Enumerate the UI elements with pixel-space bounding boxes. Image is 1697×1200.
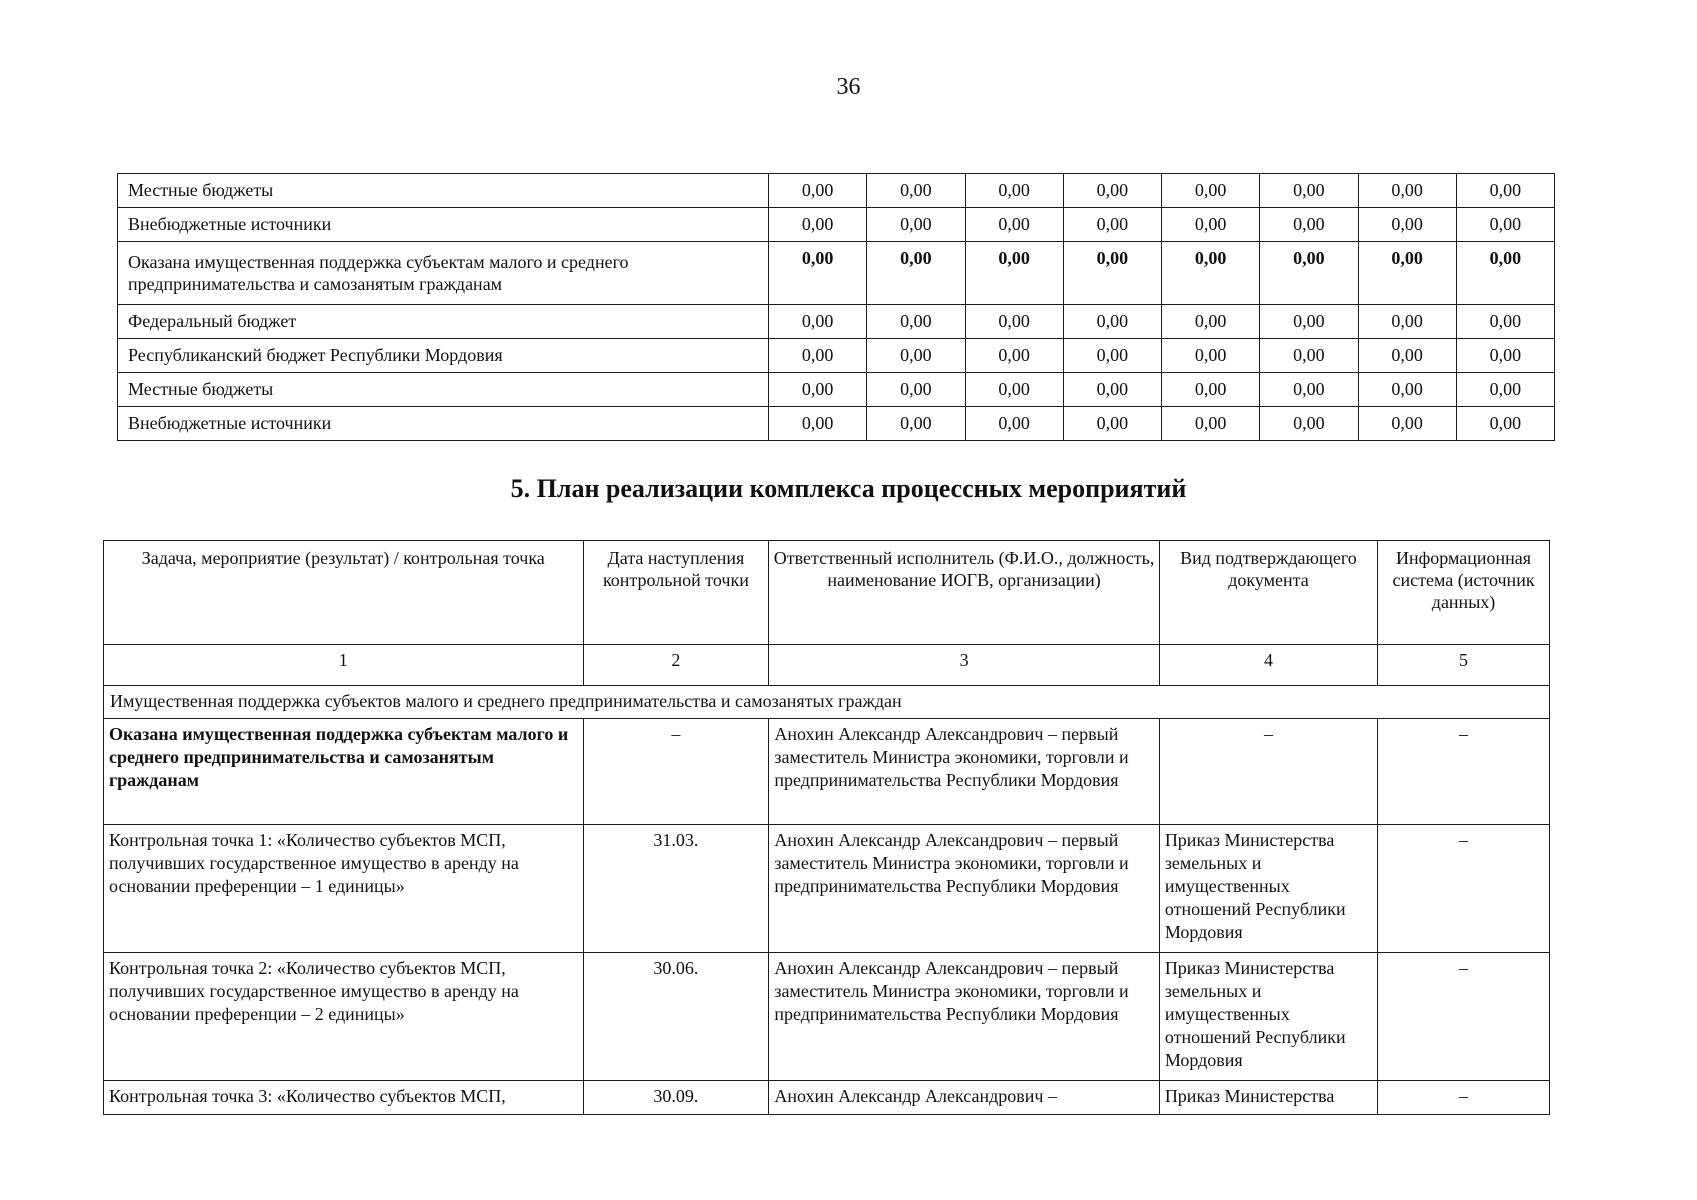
plan-row <box>104 1081 1550 1115</box>
plan-row <box>104 719 1550 825</box>
system-cell: – <box>1378 1081 1550 1115</box>
funding-row-total <box>118 242 1555 305</box>
funding-row <box>118 373 1555 407</box>
header-system: Информационная система (источник данных) <box>1378 541 1550 645</box>
column-number: 5 <box>1378 645 1550 686</box>
funding-value: 0,00 <box>769 242 867 305</box>
funding-row-label: Местные бюджеты <box>118 174 769 208</box>
task-cell: Контрольная точка 2: «Количество субъектов МСП, получивших государственное имущество в аренду на основании преференции – 2 единицы» <box>104 953 584 1081</box>
responsible-cell: Анохин Александр Александрович – первый заместитель Министра экономики, торговли и предпринимательства Республики Мордовия <box>769 825 1159 953</box>
funding-value: 0,00 <box>965 407 1063 441</box>
funding-value: 0,00 <box>769 407 867 441</box>
funding-value: 0,00 <box>769 373 867 407</box>
system-cell: – <box>1378 719 1550 825</box>
funding-row <box>118 339 1555 373</box>
funding-value: 0,00 <box>1456 407 1554 441</box>
responsible-cell: Анохин Александр Александрович – первый заместитель Министра экономики, торговли и предпринимательства Республики Мордовия <box>769 719 1159 825</box>
plan-header-row <box>104 541 1550 645</box>
plan-row <box>104 953 1550 1081</box>
funding-value: 0,00 <box>1358 373 1456 407</box>
header-responsible: Ответственный исполнитель (Ф.И.О., должность, наименование ИОГВ, организации) <box>769 541 1159 645</box>
funding-value: 0,00 <box>769 305 867 339</box>
funding-value: 0,00 <box>1260 339 1358 373</box>
group-title: Имущественная поддержка субъектов малого и среднего предпринимательства и самозанятых граждан <box>104 686 1550 719</box>
funding-value: 0,00 <box>1162 174 1260 208</box>
responsible-cell: Анохин Александр Александрович – <box>769 1081 1159 1115</box>
column-number: 2 <box>583 645 769 686</box>
funding-value: 0,00 <box>1162 208 1260 242</box>
funding-value: 0,00 <box>867 208 965 242</box>
funding-value: 0,00 <box>1456 305 1554 339</box>
date-cell: – <box>583 719 769 825</box>
funding-row-label: Оказана имущественная поддержка субъектам малого и среднего предпринимательства и самозанятым гражданам <box>118 242 769 305</box>
responsible-cell: Анохин Александр Александрович – первый заместитель Министра экономики, торговли и предпринимательства Республики Мордовия <box>769 953 1159 1081</box>
document-cell: Приказ Министерства земельных и имущественных отношений Республики Мордовия <box>1159 953 1377 1081</box>
funding-value: 0,00 <box>1456 208 1554 242</box>
task-cell: Контрольная точка 3: «Количество субъектов МСП, <box>104 1081 584 1115</box>
funding-value: 0,00 <box>1358 305 1456 339</box>
funding-value: 0,00 <box>769 208 867 242</box>
column-number: 1 <box>104 645 584 686</box>
funding-value: 0,00 <box>1063 407 1161 441</box>
group-row <box>104 686 1550 719</box>
funding-value: 0,00 <box>769 174 867 208</box>
document-cell: – <box>1159 719 1377 825</box>
funding-table <box>117 173 1555 441</box>
funding-value: 0,00 <box>1358 339 1456 373</box>
plan-row <box>104 825 1550 953</box>
funding-value: 0,00 <box>1358 407 1456 441</box>
funding-value: 0,00 <box>1260 305 1358 339</box>
date-cell: 31.03. <box>583 825 769 953</box>
column-numbers-row <box>104 645 1550 686</box>
funding-value: 0,00 <box>1063 305 1161 339</box>
funding-value: 0,00 <box>1456 242 1554 305</box>
funding-value: 0,00 <box>1358 208 1456 242</box>
task-cell: Оказана имущественная поддержка субъектам малого и среднего предпринимательства и самозанятым гражданам <box>104 719 584 825</box>
date-cell: 30.09. <box>583 1081 769 1115</box>
funding-value: 0,00 <box>1063 242 1161 305</box>
funding-row <box>118 208 1555 242</box>
funding-value: 0,00 <box>1162 407 1260 441</box>
funding-row-label: Местные бюджеты <box>118 373 769 407</box>
page-number: 36 <box>836 74 861 100</box>
funding-value: 0,00 <box>1063 373 1161 407</box>
funding-row-label: Федеральный бюджет <box>118 305 769 339</box>
funding-value: 0,00 <box>1162 305 1260 339</box>
column-number: 4 <box>1159 645 1377 686</box>
section-title: 5. План реализации комплекса процессных мероприятий <box>510 474 1187 503</box>
funding-value: 0,00 <box>867 407 965 441</box>
funding-value: 0,00 <box>1260 208 1358 242</box>
funding-row <box>118 407 1555 441</box>
funding-value: 0,00 <box>965 208 1063 242</box>
funding-value: 0,00 <box>867 305 965 339</box>
funding-value: 0,00 <box>867 373 965 407</box>
plan-table <box>103 540 1550 1115</box>
funding-value: 0,00 <box>1063 174 1161 208</box>
funding-value: 0,00 <box>1260 373 1358 407</box>
funding-value: 0,00 <box>1162 373 1260 407</box>
funding-value: 0,00 <box>1063 339 1161 373</box>
date-cell: 30.06. <box>583 953 769 1081</box>
funding-row <box>118 174 1555 208</box>
header-task: Задача, мероприятие (результат) / контрольная точка <box>104 541 584 645</box>
funding-row-label: Республиканский бюджет Республики Мордовия <box>118 339 769 373</box>
document-cell: Приказ Министерства <box>1159 1081 1377 1115</box>
task-cell: Контрольная точка 1: «Количество субъектов МСП, получивших государственное имущество в аренду на основании преференции – 1 единицы» <box>104 825 584 953</box>
funding-value: 0,00 <box>965 305 1063 339</box>
funding-value: 0,00 <box>867 339 965 373</box>
funding-value: 0,00 <box>1260 407 1358 441</box>
funding-row-label: Внебюджетные источники <box>118 208 769 242</box>
header-document: Вид подтверждающего документа <box>1159 541 1377 645</box>
funding-value: 0,00 <box>965 242 1063 305</box>
funding-value: 0,00 <box>1162 339 1260 373</box>
header-date: Дата наступления контрольной точки <box>583 541 769 645</box>
funding-value: 0,00 <box>965 373 1063 407</box>
funding-value: 0,00 <box>1260 174 1358 208</box>
funding-value: 0,00 <box>769 339 867 373</box>
column-number: 3 <box>769 645 1159 686</box>
funding-value: 0,00 <box>867 174 965 208</box>
document-cell: Приказ Министерства земельных и имущественных отношений Республики Мордовия <box>1159 825 1377 953</box>
funding-value: 0,00 <box>1456 174 1554 208</box>
system-cell: – <box>1378 825 1550 953</box>
funding-value: 0,00 <box>867 242 965 305</box>
funding-value: 0,00 <box>1162 242 1260 305</box>
funding-value: 0,00 <box>965 339 1063 373</box>
funding-value: 0,00 <box>1063 208 1161 242</box>
funding-value: 0,00 <box>1456 373 1554 407</box>
funding-row <box>118 305 1555 339</box>
system-cell: – <box>1378 953 1550 1081</box>
funding-value: 0,00 <box>1456 339 1554 373</box>
funding-value: 0,00 <box>1358 174 1456 208</box>
funding-value: 0,00 <box>1358 242 1456 305</box>
funding-value: 0,00 <box>1260 242 1358 305</box>
funding-row-label: Внебюджетные источники <box>118 407 769 441</box>
funding-value: 0,00 <box>965 174 1063 208</box>
